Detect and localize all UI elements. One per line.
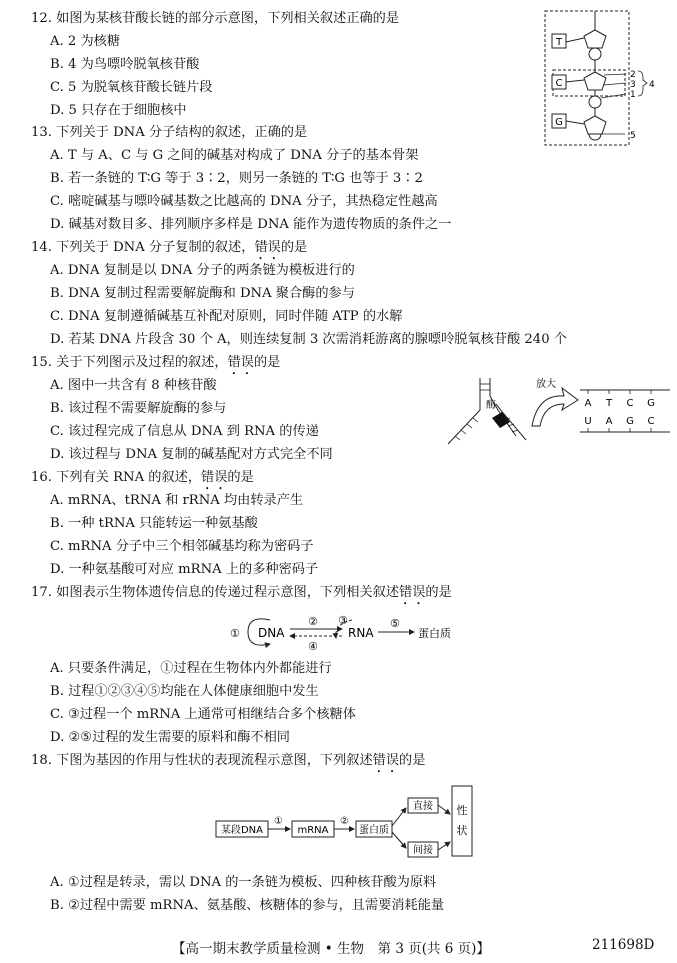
- q12-option-b: B. 4 为鸟嘌呤脱氧核苷酸: [50, 57, 200, 72]
- q17-option-d: D. ②⑤过程的发生需要的原料和酶不相同: [50, 730, 290, 745]
- q17-stem-end: 的是: [425, 585, 452, 600]
- q17-dna-label: DNA: [258, 626, 285, 640]
- q18-option-a: A. ①过程是转录，需以 DNA 的一条链为模板、四种核苷酸为原料: [50, 875, 437, 890]
- q14-option-c: C. DNA 复制遵循碱基互补配对原则，同时伴随 ATP 的水解: [50, 309, 403, 324]
- q17-protein-label: 蛋白质: [418, 627, 451, 640]
- q15-magnify-label: 放大: [536, 379, 556, 390]
- q16-stem: [31, 469, 254, 493]
- q14-stem-end: 的是: [280, 240, 308, 255]
- q15-top-base-c: C: [626, 398, 634, 409]
- q12-option-c: C. 5 为脱氧核苷酸长链片段: [50, 80, 213, 95]
- q15-top-base-a: A: [584, 398, 592, 409]
- q15-option-c: C. 该过程完成了信息从 DNA 到 RNA 的传递: [50, 424, 319, 439]
- q18-gene-expression-figure: [212, 778, 482, 858]
- q15-bottom-base-a: A: [605, 416, 613, 427]
- q17-central-dogma-figure: [222, 612, 482, 652]
- q13-option-c: C. 嘧啶碱基与嘌呤碱基数之比越高的 DNA 分子，其热稳定性越高: [50, 194, 438, 209]
- q17-stem-text: 17. 如图表示生物体遗传信息的传递过程示意图，下列相关叙述: [31, 585, 400, 600]
- q18-gene-label: 某段DNA: [220, 825, 264, 836]
- q14-stem: [31, 239, 307, 263]
- q17-option-a: A. 只要条件满足，①过程在生物体内外都能进行: [50, 661, 332, 676]
- q18-stem-text: 18. 下图为基因的作用与性状的表现流程示意图，下列叙述: [31, 753, 373, 768]
- q15-bottom-base-u: U: [584, 416, 592, 427]
- q15-option-b: B. 该过程不需要解旋酶的参与: [50, 401, 227, 416]
- q15-stem-emphasis: 错误: [227, 355, 254, 370]
- q15-top-base-t: T: [605, 398, 613, 409]
- q14-stem-text: 14. 下列关于 DNA 分子复制的叙述，: [31, 240, 255, 255]
- q15-option-d: D. 该过程与 DNA 复制的碱基配对方式完全不同: [50, 447, 333, 462]
- q15-stem-text: 15. 关于下列图示及过程的叙述，: [31, 355, 228, 370]
- q14-option-b: B. DNA 复制过程需要解旋酶和 DNA 聚合酶的参与: [50, 286, 355, 301]
- q17-num-5: ⑤: [390, 617, 400, 630]
- q16-option-b: B. 一种 tRNA 只能转运一种氨基酸: [50, 516, 258, 531]
- q12-label-2: 2: [630, 70, 636, 80]
- q18-num-2: ②: [340, 816, 349, 827]
- q12-label-5: 5: [630, 131, 636, 141]
- q17-num-3: ③: [338, 614, 348, 627]
- exam-code: 211698D: [592, 937, 655, 953]
- q12-option-a: A. 2 为核糖: [50, 34, 121, 49]
- q18-protein-label: 蛋白质: [359, 825, 389, 836]
- q16-stem-text: 16. 下列有关 RNA 的叙述，: [31, 470, 202, 485]
- q17-num-1: ①: [230, 627, 240, 640]
- q17-option-c: C. ③过程一个 mRNA 上通常可相继结合多个核糖体: [50, 707, 356, 722]
- q18-stem-emphasis: 错误: [372, 753, 400, 768]
- q16-option-a: A. mRNA、tRNA 和 rRNA 均由转录产生: [50, 493, 304, 508]
- q12-label-3: 3: [630, 80, 636, 90]
- q18-stem-end: 的是: [399, 753, 426, 768]
- q12-stem: 12. 如图为某核苷酸长链的部分示意图，下列相关叙述正确的是: [31, 11, 400, 26]
- q17-num-4: ④: [308, 640, 318, 652]
- q14-stem-emphasis: 错误: [254, 240, 281, 255]
- q15-stem: [31, 354, 280, 378]
- q18-mrna-label: mRNA: [297, 825, 329, 836]
- q16-option-d: D. 一种氨基酸可对应 mRNA 上的多种密码子: [50, 562, 319, 577]
- q12-base-c: C: [555, 78, 563, 89]
- q12-option-d: D. 5 只存在于细胞核中: [50, 103, 187, 118]
- q12-base-g: G: [555, 117, 563, 128]
- q15-bottom-base-g: G: [626, 416, 634, 427]
- q15-stem-end: 的是: [253, 355, 281, 370]
- q18-option-b: B. ②过程中需要 mRNA、氨基酸、核糖体的参与，且需要消耗能量: [50, 898, 445, 913]
- q18-trait-label-2: 状: [456, 824, 468, 837]
- q17-num-2: ②: [308, 615, 318, 628]
- q12-label-1: 1: [630, 90, 636, 100]
- q15-transcription-figure: [440, 374, 672, 454]
- q16-stem-emphasis: 错误: [201, 470, 228, 485]
- q12-nucleotide-chain-figure: [540, 8, 670, 148]
- q16-option-c: C. mRNA 分子中三个相邻碱基均称为密码子: [50, 539, 314, 554]
- q15-enzyme-label: 酶: [486, 400, 496, 411]
- q13-option-d: D. 碱基对数目多、排列顺序多样是 DNA 能作为遗传物质的条件之一: [50, 217, 452, 232]
- q17-option-b: B. 过程①②③④⑤均能在人体健康细胞中发生: [50, 684, 319, 699]
- q17-stem-emphasis: 错误: [399, 585, 426, 600]
- q17-stem: [31, 584, 452, 608]
- q18-direct-label: 直接: [413, 801, 433, 812]
- q18-stem: [31, 752, 425, 776]
- q15-top-base-g: G: [647, 398, 655, 409]
- q12-label-4: 4: [649, 80, 655, 90]
- q18-trait-label-1: 性: [456, 804, 468, 817]
- q15-option-a: A. 图中一共含有 8 种核苷酸: [50, 378, 217, 393]
- q14-option-a: A. DNA 复制是以 DNA 分子的两条链为模板进行的: [50, 263, 355, 278]
- q15-bottom-base-c: C: [647, 416, 655, 427]
- q12-base-t: T: [555, 37, 563, 48]
- q13-option-b: B. 若一条链的 T∶G 等于 3∶2，则另一条链的 T∶G 也等于 3∶2: [50, 171, 423, 186]
- q14-option-d: D. 若某 DNA 片段含 30 个 A，则连续复制 3 次需消耗游离的腺嘌呤脱氧核苷酸 240 个: [50, 332, 567, 347]
- q17-rna-label: RNA: [348, 626, 374, 640]
- q13-option-a: A. T 与 A、C 与 G 之间的碱基对构成了 DNA 分子的基本骨架: [50, 148, 419, 163]
- q18-indirect-label: 间接: [413, 845, 433, 856]
- q16-stem-end: 的是: [227, 470, 254, 485]
- q13-stem: 13. 下列关于 DNA 分子结构的叙述，正确的是: [31, 125, 308, 140]
- page-footer: 【高一期末教学质量检测 • 生物 第 3 页(共 6 页)】: [172, 941, 490, 957]
- q18-num-1: ①: [274, 816, 283, 827]
